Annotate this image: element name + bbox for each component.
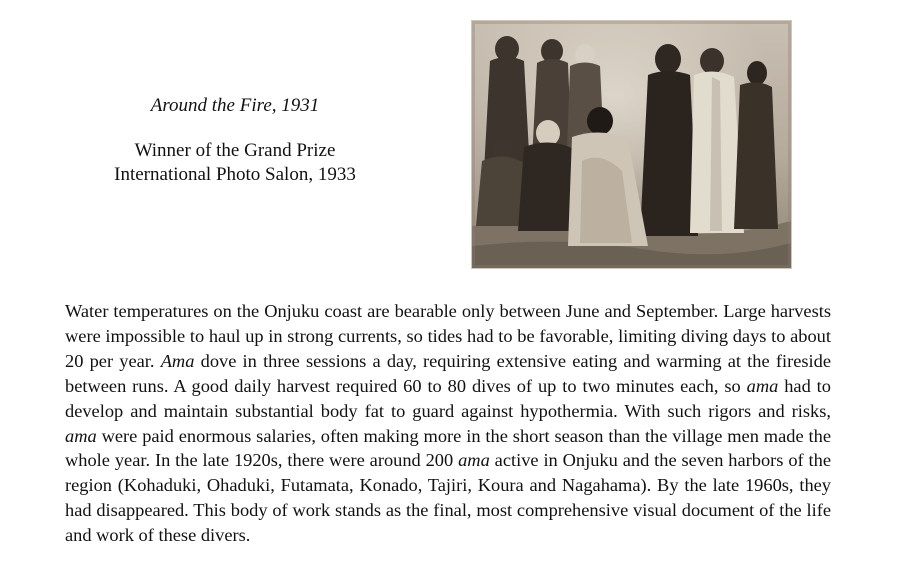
award-line: International Photo Salon, 1933 [114, 164, 356, 185]
photo-caption [60, 94, 410, 187]
photo-title: Around the Fire, 1931 [150, 95, 320, 116]
ama-term: Ama [160, 350, 195, 371]
ama-term: ama [746, 375, 779, 396]
ama-term: ama [65, 425, 97, 446]
ama-term: ama [458, 450, 490, 471]
description-paragraph: Water temperatures on the Onjuku coast are bearable only between June and September. Large harvests were impossible to haul up in strong currents, so tides had to be favorable, limiting diving days to about 20 per year. Ama dove in three sessions a day, requiring extensive eating and warming at the fireside between runs. A good daily harvest required 60 to 80 dives of up to two minutes each, so ama had to develop and maintain substantial body fat to guard against hypothermia. With such rigors and risks, ama were paid enormous salaries, often making more in the short season than the village men made the whole year. In the late 1920s, there were around 200 ama active in Onjuku and the seven harbors of the region (Kohaduki, Ohaduki, Futamata, Konado, Tajiri, Koura and Nagahama). By the late 1960s, they had disappeared. This body of work stands as the final, most comprehensive visual document of the life and work of these divers. [65, 301, 832, 546]
award-line: Winner of the Grand Prize [134, 140, 336, 161]
women-around-fire-photo [471, 20, 792, 269]
